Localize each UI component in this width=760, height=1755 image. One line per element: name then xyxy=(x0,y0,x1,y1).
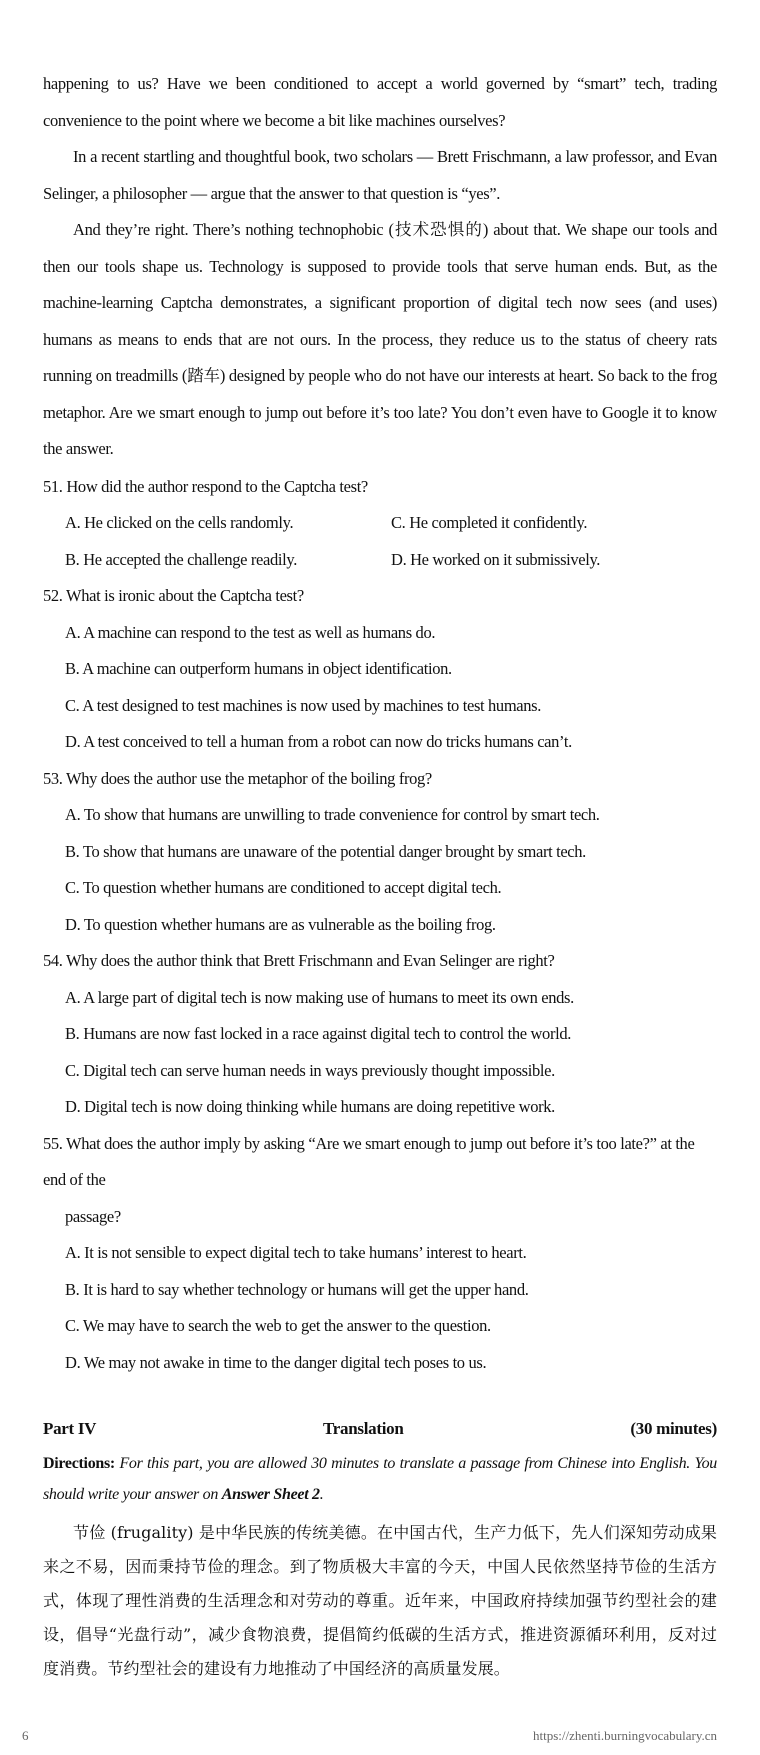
question-52 xyxy=(43,578,717,761)
question-55 xyxy=(43,1126,717,1382)
question-51 xyxy=(43,469,717,579)
option-a: A. A large part of digital tech is now making use of humans to meet its own ends. xyxy=(65,987,574,1007)
option-c: C. A test designed to test machines is now used by machines to test humans. xyxy=(65,695,542,715)
directions xyxy=(43,1448,717,1510)
question-stem: 54. Why does the author think that Brett Frischmann and Evan Selinger are right? xyxy=(43,951,555,970)
option-c: C. To question whether humans are conditioned to accept digital tech. xyxy=(65,878,502,897)
option-d: D. To question whether humans are as vulnerable as the boiling frog. xyxy=(65,914,496,934)
option-b: B. A machine can outperform humans in object identification. xyxy=(65,659,452,678)
question-53 xyxy=(43,761,717,944)
option-b: B. It is hard to say whether technology or humans will get the upper hand. xyxy=(65,1279,529,1299)
part-header xyxy=(43,1411,717,1447)
question-stem: 51. How did the author respond to the Captcha test? xyxy=(43,476,368,496)
option-a: A. It is not sensible to expect digital tech to take humans’ interest to heart. xyxy=(65,1243,527,1262)
option-d: D. He worked on it submissively. xyxy=(391,549,601,569)
part-label: Part IV xyxy=(43,1419,97,1438)
directions-lead: Directions: xyxy=(43,1455,115,1472)
directions-body: For this part, you are allowed 30 minutes to translate a passage from Chinese into English. You should write your answer on xyxy=(43,1455,717,1503)
option-d: D. A test conceived to tell a human from a robot can now do tricks humans can’t. xyxy=(65,732,572,751)
question-stem: 55. What does the author imply by asking “Are we smart enough to jump out before it’s too late?” at the end of the xyxy=(43,1133,695,1189)
question-stem-continued: passage? xyxy=(65,1206,121,1226)
option-a: A. He clicked on the cells randomly. xyxy=(65,513,294,532)
directions-end: . xyxy=(319,1486,324,1503)
passage-paragraph-1: happening to us? Have we been conditioned to accept a world governed by “smart” tech, trading convenience to the point where we become a bit like machines ourselves? xyxy=(43,74,717,130)
option-b: B. Humans are now fast locked in a race against digital tech to control the world. xyxy=(65,1024,572,1043)
option-a: A. To show that humans are unwilling to trade convenience for control by smart tech. xyxy=(65,805,600,824)
part-time: (30 minutes) xyxy=(630,1419,717,1438)
option-row xyxy=(43,542,717,579)
part-title: Translation xyxy=(323,1419,404,1438)
question-stem: 53. Why does the author use the metaphor of the boiling frog? xyxy=(43,768,432,788)
option-b: B. He accepted the challenge readily. xyxy=(65,549,297,569)
option-c: C. He completed it confidently. xyxy=(391,513,588,532)
option-c: C. We may have to search the web to get the answer to the question. xyxy=(65,1316,491,1335)
footer-url[interactable]: https://zhenti.burningvocabulary.cn xyxy=(533,1728,717,1743)
option-b: B. To show that humans are unaware of the potential danger brought by smart tech. xyxy=(65,841,586,861)
option-d: D. Digital tech is now doing thinking while humans are doing repetitive work. xyxy=(65,1097,555,1116)
question-stem: 52. What is ironic about the Captcha test? xyxy=(43,586,304,605)
option-a: A. A machine can respond to the test as well as humans do. xyxy=(65,622,436,642)
option-row xyxy=(43,505,717,542)
answer-sheet-name: Answer Sheet 2 xyxy=(221,1486,320,1503)
option-d: D. We may not awake in time to the danger digital tech poses to us. xyxy=(65,1352,487,1372)
translation-passage: 节俭 (frugality) 是中华民族的传统美德。在中国古代，生产力低下，先人们深知劳动成果来之不易，因而秉持节俭的理念。到了物质极大丰富的今天，中国人民依然坚持节俭的生活方式，体现了理性消费的生活理念和对劳动的尊重。近年来，中国政府持续加强节约型社会的建设，倡导“光盘行动”，减少食物浪费，提倡简约低碳的生活方式，推进资源循环利用，反对过度消费。节约型社会的建设有力地推动了中国经济的高质量发展。 xyxy=(43,1523,717,1678)
question-54 xyxy=(43,943,717,1126)
page-number: 6 xyxy=(22,1728,29,1743)
option-c: C. Digital tech can serve human needs in ways previously thought impossible. xyxy=(65,1060,555,1080)
passage-paragraph-2: In a recent startling and thoughtful book, two scholars — Brett Frischmann, a law professor, and Evan Selinger, a philosopher — argue that the answer to that question is “yes”. xyxy=(43,147,717,203)
page-footer xyxy=(22,1728,717,1744)
passage-paragraph-3: And they’re right. There’s nothing technophobic (技术恐惧的) about that. We shape our tools and then our tools shape us. Technology is supposed to provide tools that serve human ends. But, as the machine-learning Captcha demonstrates, a significant proportion of digital tech now sees (and uses) humans as means to ends that are not ours. In the process, they reduce us to the status of cheery rats running on treadmills (踏车) designed by people who do not have our interests at heart. So back to the frog metaphor. Are we smart enough to jump out before it’s too late? You don’t even have to Google it to know the answer. xyxy=(43,220,717,458)
exam-page xyxy=(43,66,717,1702)
